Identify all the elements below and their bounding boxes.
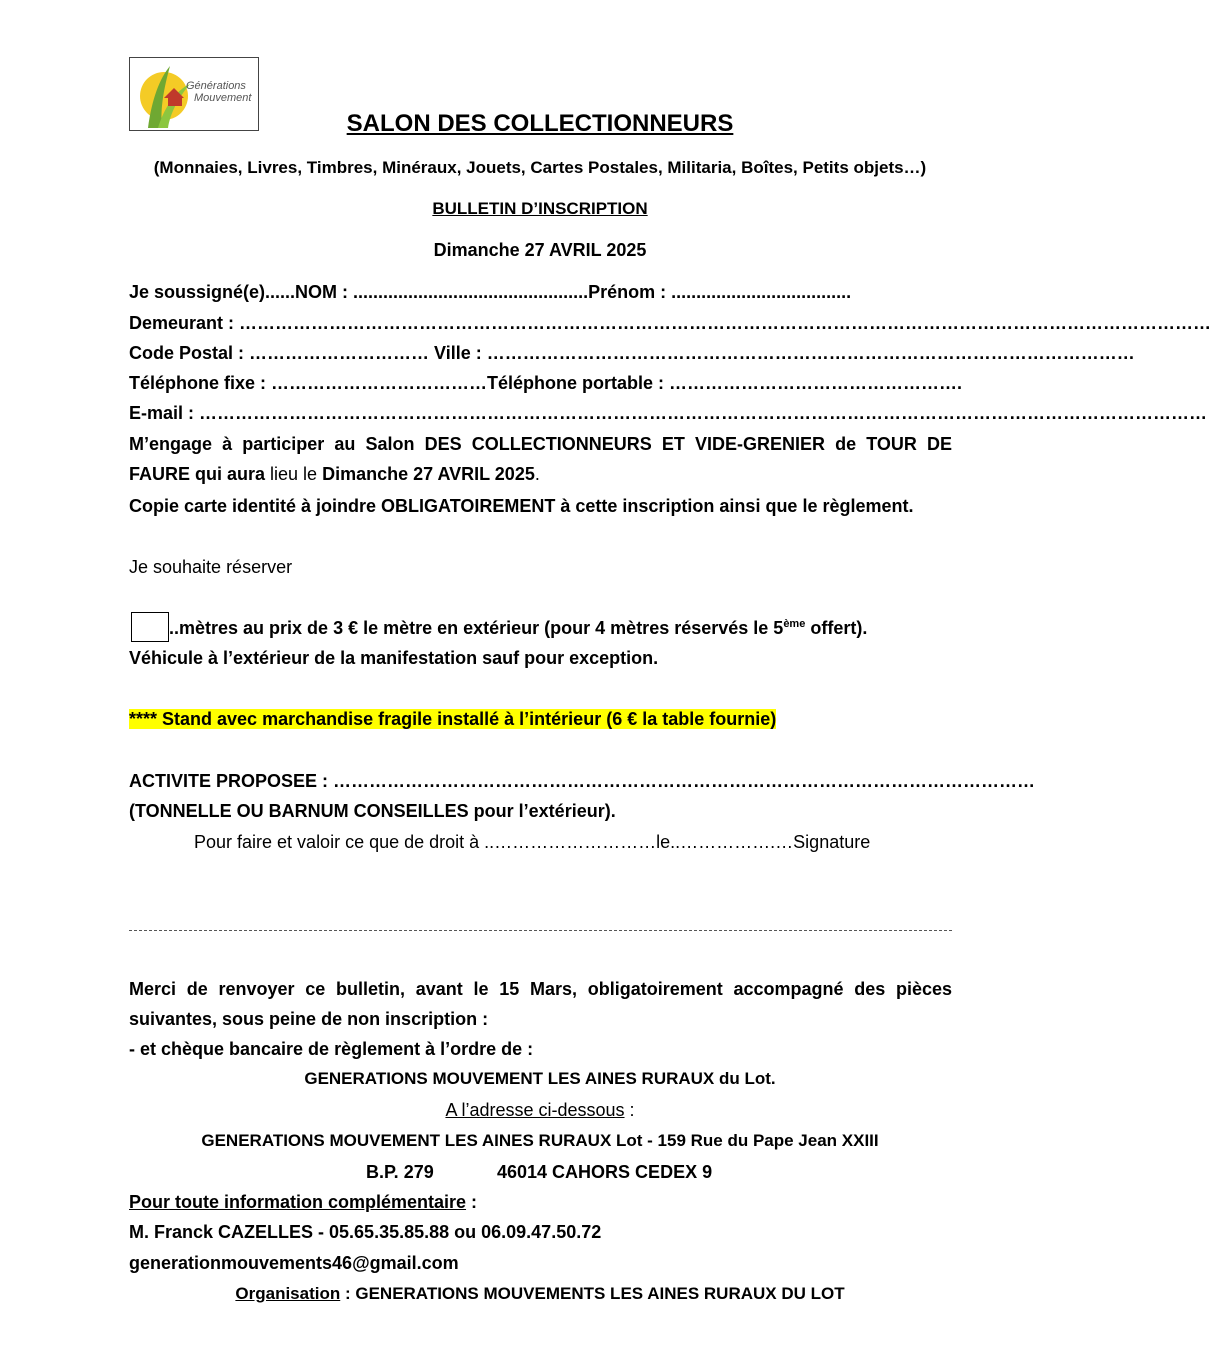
info-heading	[129, 1192, 477, 1213]
postal-address: GENERATIONS MOUVEMENT LES AINES RURAUX Lot - 159 Rue du Pape Jean XXIII	[201, 1131, 879, 1150]
event-date: Dimanche 27 AVRIL 2025	[433, 240, 647, 260]
name-field-line[interactable]: Je soussigné(e)......NOM : ...............................................Prénom : ....................................	[129, 282, 852, 302]
address-field-line[interactable]: Demeurant : ………………………………………………………………………………………………………………………………………………	[129, 313, 1211, 333]
logo-line2: Mouvement	[194, 92, 252, 104]
postal-city-field-line[interactable]: Code Postal : ………………………… Ville : ………………………………………………………………………………………………	[129, 343, 1135, 363]
phone-field-line[interactable]: Téléphone fixe : ………………………………Téléphone portable : ………………………………………….	[129, 373, 963, 393]
metres-input-box[interactable]	[131, 612, 169, 642]
logo-line1: Générations	[186, 80, 246, 92]
collection-categories: (Monnaies, Livres, Timbres, Minéraux, Jouets, Cartes Postales, Militaria, Boîtes, Petits objets…)	[153, 158, 927, 177]
return-instructions: Merci de renvoyer ce bulletin, avant le 15 Mars, obligatoirement accompagné des pièces suivantes, sous peine de non inscription :	[129, 979, 952, 1029]
cut-line-divider	[129, 930, 952, 931]
contact-email[interactable]: generationmouvements46@gmail.com	[129, 1253, 459, 1273]
signature-line[interactable]: Pour faire et valoir ce que de droit à ..………………………le..…………….…Signature	[194, 832, 871, 852]
info-heading-colon: :	[466, 1192, 478, 1212]
metres-text: ..mètres au prix de 3 € le mètre en extérieur (pour 4 mètres réservés le 5	[169, 618, 784, 638]
info-heading-text: Pour toute information complémentaire	[129, 1192, 467, 1212]
page-title: SALON DES COLLECTIONNEURS	[346, 110, 734, 137]
cheque-payee: GENERATIONS MOUVEMENT LES AINES RURAUX du Lot.	[304, 1069, 776, 1088]
logo-text	[186, 80, 251, 104]
metres-superscript: ème	[783, 618, 806, 630]
metres-pricing	[169, 618, 867, 639]
postal-city: 46014 CAHORS CEDEX 9	[497, 1162, 713, 1182]
activity-field-line[interactable]: ACTIVITE PROPOSEE : ………………………………………………………………………………………………………	[129, 771, 1036, 791]
email-field-line[interactable]: E-mail : ……………………………………………………………………………………………………………………………………………………	[129, 403, 1208, 423]
organisation-name: : GENERATIONS MOUVEMENTS LES AINES RURAUX DU LOT	[340, 1284, 845, 1303]
organisation-line	[0, 1284, 1080, 1304]
engagement-paragraph	[129, 429, 952, 489]
fragile-stand-text: **** Stand avec marchandise fragile installé à l’intérieur (6 € la table fournie)	[129, 709, 777, 729]
bulletin-heading: BULLETIN D’INSCRIPTION	[432, 199, 648, 218]
engagement-period: .	[534, 464, 540, 484]
vehicle-notice: Véhicule à l’extérieur de la manifestation sauf pour exception.	[129, 648, 659, 668]
fragile-stand-notice	[129, 709, 776, 730]
address-label-text: A l’adresse ci-dessous	[445, 1100, 625, 1120]
organisation-label: Organisation	[235, 1284, 341, 1303]
reservation-intro: Je souhaite réserver	[129, 557, 293, 577]
engagement-date: Dimanche 27 AVRIL 2025	[322, 464, 535, 484]
cheque-instruction: - et chèque bancaire de règlement à l’ordre de :	[129, 1039, 534, 1059]
engagement-text: M’engage à participer au Salon DES COLLECTIONNEURS ET VIDE-GRENIER de TOUR DE FAURE qui aura	[129, 434, 952, 484]
tent-advice: (TONNELLE OU BARNUM CONSEILLES pour l’extérieur).	[129, 801, 616, 821]
contact-person: M. Franck CAZELLES - 05.65.35.85.88 ou 06.09.47.50.72	[129, 1222, 602, 1242]
metres-offert: offert).	[805, 618, 868, 638]
id-copy-notice: Copie carte identité à joindre OBLIGATOIREMENT à cette inscription ainsi que le règlement.	[129, 496, 914, 516]
address-label	[0, 1100, 1080, 1121]
postal-box: B.P. 279	[366, 1162, 434, 1182]
engagement-connector: lieu le	[265, 464, 323, 484]
address-label-colon: :	[624, 1100, 635, 1120]
